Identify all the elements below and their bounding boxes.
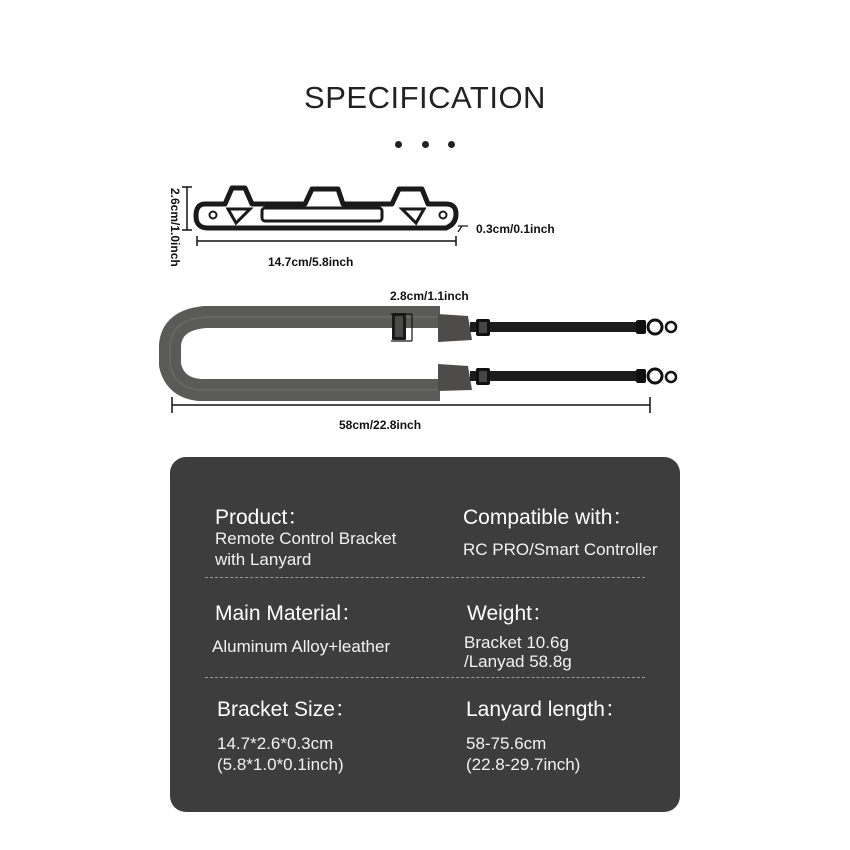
bracket-thickness-label: 0.3cm/0.1inch	[476, 222, 555, 236]
bracket-height-label: 2.6cm/1.0inch	[168, 188, 182, 267]
bracket-thickness-dimension	[458, 226, 468, 232]
bracket-length-label: 14.7cm/5.8inch	[268, 255, 354, 269]
material-heading: Main Material：	[215, 602, 363, 625]
lanyard-image	[170, 313, 676, 391]
divider	[205, 577, 645, 578]
product-value-line: Remote Control Bracket	[215, 529, 397, 548]
lanyard-length-value-line: 58-75.6cm	[466, 734, 547, 753]
bracket-size-value-line: 14.7*2.6*0.3cm	[217, 734, 334, 753]
bracket-height-dimension	[182, 187, 192, 230]
lanyard-length-heading: Lanyard length：	[466, 698, 626, 721]
product-value	[215, 528, 396, 570]
compatible-value-line: RC PRO/Smart Controller	[463, 540, 658, 559]
divider	[205, 677, 645, 678]
page-title: SPECIFICATION	[304, 80, 546, 115]
weight-value	[464, 633, 572, 671]
product-heading: Product：	[215, 506, 309, 529]
bracket-size-heading: Bracket Size：	[217, 698, 356, 721]
weight-heading: Weight：	[467, 602, 553, 625]
weight-value-line: Bracket 10.6g	[464, 633, 569, 652]
bracket-length-dimension	[197, 236, 456, 246]
weight-value-line: /Lanyad 58.8g	[464, 652, 572, 671]
material-value	[212, 636, 390, 657]
compatible-heading: Compatible with：	[463, 506, 634, 529]
lanyard-length-value	[466, 733, 580, 775]
bracket-image	[196, 188, 456, 228]
product-value-line: with Lanyard	[215, 550, 312, 569]
specification-panel	[170, 457, 680, 812]
compatible-value	[463, 539, 658, 560]
lanyard-width-label: 2.8cm/1.1inch	[390, 289, 469, 303]
bracket-size-value-line: (5.8*1.0*0.1inch)	[217, 755, 344, 774]
bracket-size-value	[217, 733, 344, 775]
lanyard-length-value-line: (22.8-29.7inch)	[466, 755, 581, 774]
material-value-line: Aluminum Alloy+leather	[212, 637, 391, 656]
lanyard-length-label: 58cm/22.8inch	[339, 418, 422, 432]
